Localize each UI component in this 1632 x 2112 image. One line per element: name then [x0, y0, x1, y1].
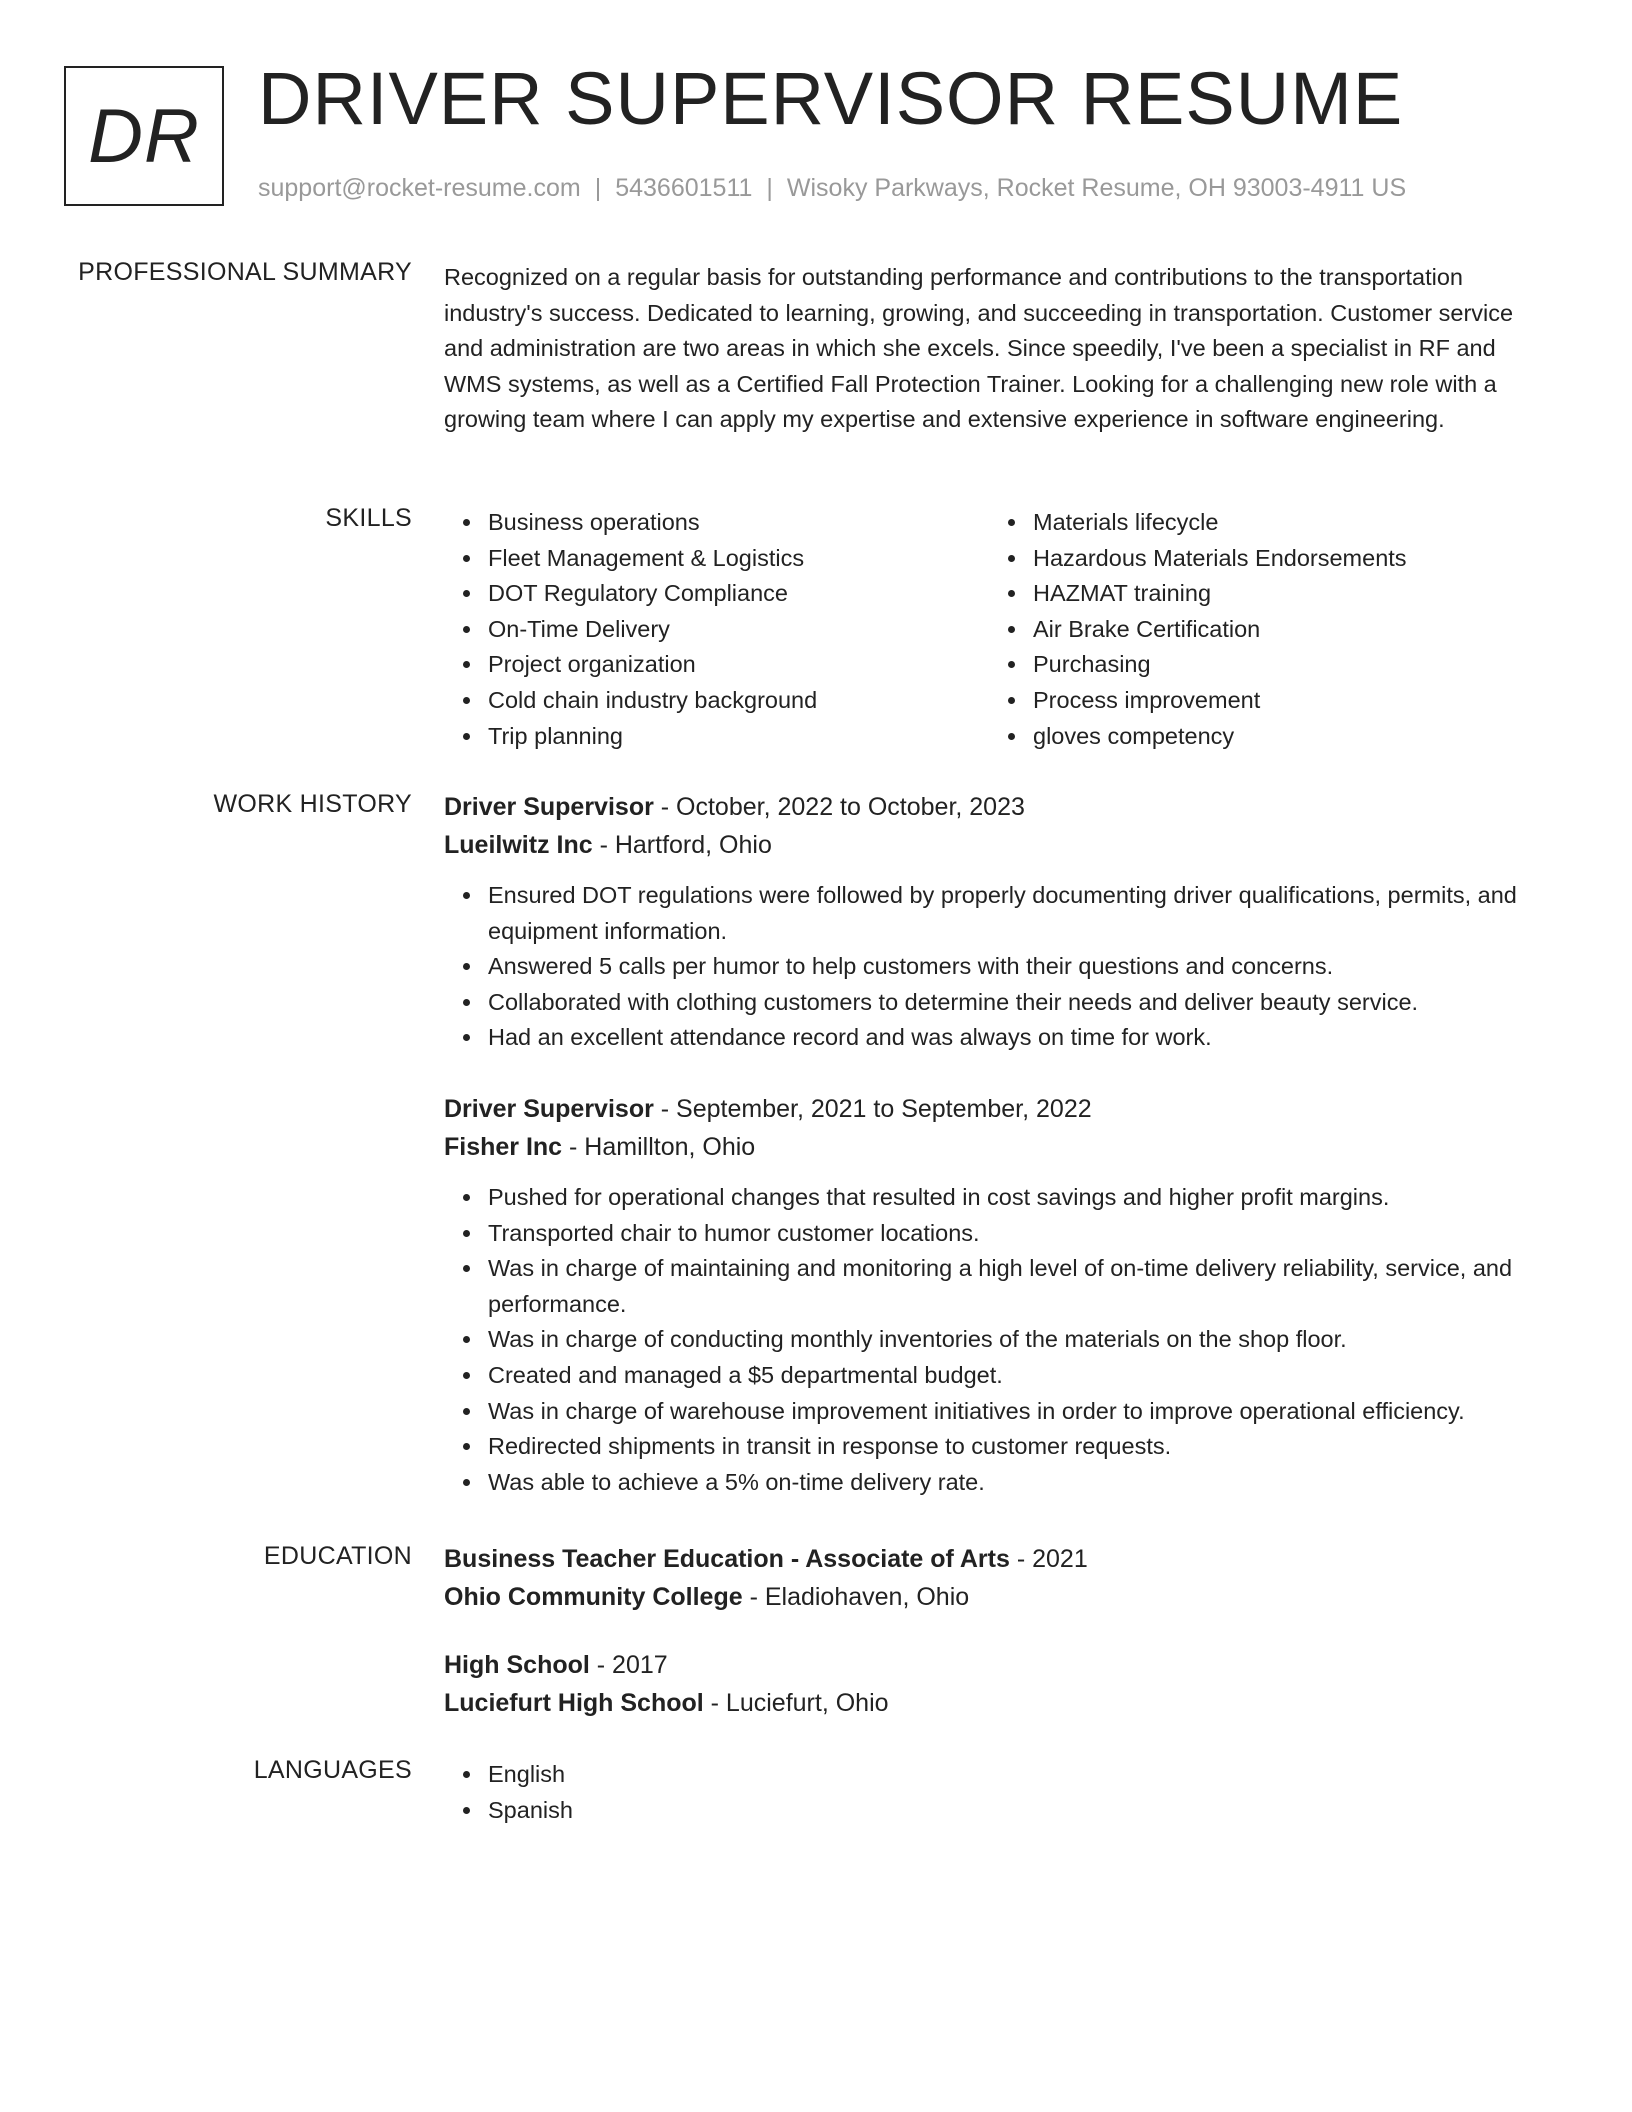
job-bullet: Was in charge of conducting monthly inventories of the materials on the shop floor.	[488, 1322, 1544, 1358]
education-year: - 2017	[589, 1651, 668, 1679]
skill-item: Fleet Management & Logistics	[488, 541, 989, 577]
summary-body	[444, 260, 1544, 438]
job-bullet: Pushed for operational changes that resulted in cost savings and higher profit margins.	[488, 1180, 1544, 1216]
monogram-badge: DR	[64, 66, 224, 206]
contact-phone: 5436601511	[615, 174, 753, 202]
job-title-line	[444, 1090, 1544, 1128]
job-bullet: Had an excellent attendance record and was always on time for work.	[488, 1020, 1544, 1056]
language-item: Spanish	[488, 1793, 1544, 1829]
skill-item: On-Time Delivery	[488, 612, 989, 648]
skills-column-left	[444, 505, 989, 754]
resume-title: DRIVER SUPERVISOR RESUME	[258, 57, 1404, 140]
job-title-line	[444, 788, 1544, 826]
contact-line	[258, 174, 1406, 203]
job-company-line	[444, 826, 1544, 864]
skill-item: HAZMAT training	[1033, 576, 1534, 612]
job-bullet: Ensured DOT regulations were followed by properly documenting driver qualifications, permits, and equipment information.	[488, 878, 1544, 949]
education-degree: High School	[444, 1651, 590, 1679]
contact-email: support@rocket-resume.com	[258, 174, 581, 202]
skill-item: Air Brake Certification	[1033, 612, 1534, 648]
job-company: Fisher Inc	[444, 1132, 563, 1161]
skill-item: Business operations	[488, 505, 989, 541]
education-school: Luciefurt High School	[444, 1689, 704, 1717]
languages-heading: LANGUAGES	[253, 1756, 412, 1784]
education-heading: EDUCATION	[263, 1542, 412, 1570]
contact-address: Wisoky Parkways, Rocket Resume, OH 93003-4911 US	[786, 174, 1407, 202]
work-history-heading: WORK HISTORY	[213, 790, 412, 818]
skills-heading: SKILLS	[325, 504, 412, 532]
job-title: Driver Supervisor	[444, 793, 654, 821]
contact-separator: |	[766, 174, 773, 202]
job-bullet: Created and managed a $5 departmental budget.	[488, 1358, 1544, 1394]
skill-item: Project organization	[488, 647, 989, 683]
skill-item: Materials lifecycle	[1033, 505, 1534, 541]
work-history-body	[444, 788, 1544, 1534]
job-entry	[444, 1090, 1544, 1500]
job-bullet: Was in charge of maintaining and monitoring a high level of on-time delivery reliability, service, and performance.	[488, 1251, 1544, 1322]
languages-body	[444, 1757, 1544, 1828]
education-entry	[444, 1540, 1544, 1616]
language-item: English	[488, 1757, 1544, 1793]
job-location: - Hamillton, Ohio	[562, 1132, 756, 1161]
skills-column-right	[989, 505, 1534, 754]
job-company: Lueilwitz Inc	[444, 831, 593, 859]
job-bullet: Was in charge of warehouse improvement initiatives in order to improve operational efficiency.	[488, 1394, 1544, 1430]
skill-item: Process improvement	[1033, 683, 1534, 719]
job-bullet: Transported chair to humor customer locations.	[488, 1216, 1544, 1252]
job-dates: - September, 2021 to September, 2022	[653, 1094, 1092, 1123]
education-degree-line	[444, 1540, 1544, 1578]
skill-item: Trip planning	[488, 719, 989, 755]
education-degree-line	[444, 1646, 1544, 1684]
job-bullet: Answered 5 calls per humor to help customers with their questions and concerns.	[488, 949, 1544, 985]
education-school-line	[444, 1578, 1544, 1616]
job-bullet: Was able to achieve a 5% on-time delivery rate.	[488, 1465, 1544, 1501]
education-body	[444, 1540, 1544, 1752]
education-school: Ohio Community College	[444, 1583, 743, 1611]
education-year: - 2021	[1009, 1545, 1088, 1573]
education-location: - Eladiohaven, Ohio	[742, 1583, 970, 1611]
contact-separator: |	[594, 174, 602, 202]
skill-item: Purchasing	[1033, 647, 1534, 683]
job-entry	[444, 788, 1544, 1056]
skill-item: Hazardous Materials Endorsements	[1033, 541, 1534, 577]
job-location: - Hartford, Ohio	[592, 831, 772, 859]
education-school-line	[444, 1684, 1544, 1722]
job-dates: - October, 2022 to October, 2023	[653, 793, 1025, 821]
job-company-line	[444, 1128, 1544, 1166]
education-entry	[444, 1646, 1544, 1722]
education-degree: Business Teacher Education - Associate of Arts	[444, 1545, 1010, 1573]
skill-item: Cold chain industry background	[488, 683, 989, 719]
job-title: Driver Supervisor	[444, 1094, 654, 1123]
skills-body	[444, 505, 1544, 754]
skill-item: gloves competency	[1033, 719, 1534, 755]
summary-heading: PROFESSIONAL SUMMARY	[78, 258, 412, 286]
skill-item: DOT Regulatory Compliance	[488, 576, 989, 612]
job-bullet: Collaborated with clothing customers to determine their needs and deliver beauty service.	[488, 985, 1544, 1021]
summary-text: Recognized on a regular basis for outstanding performance and contributions to the transportation industry's success. Dedicated to learning, growing, and succeeding in transportation. Customer service and administration are two areas in which she excels. Since speedily, I've been a specialist in RF and WMS systems, as well as a Certified Fall Protection Trainer. Looking for a challenging new role with a growing team where I can apply my expertise and extensive experience in software engineering.	[444, 264, 1514, 433]
education-location: - Luciefurt, Ohio	[703, 1689, 889, 1717]
job-bullet: Redirected shipments in transit in response to customer requests.	[488, 1429, 1544, 1465]
